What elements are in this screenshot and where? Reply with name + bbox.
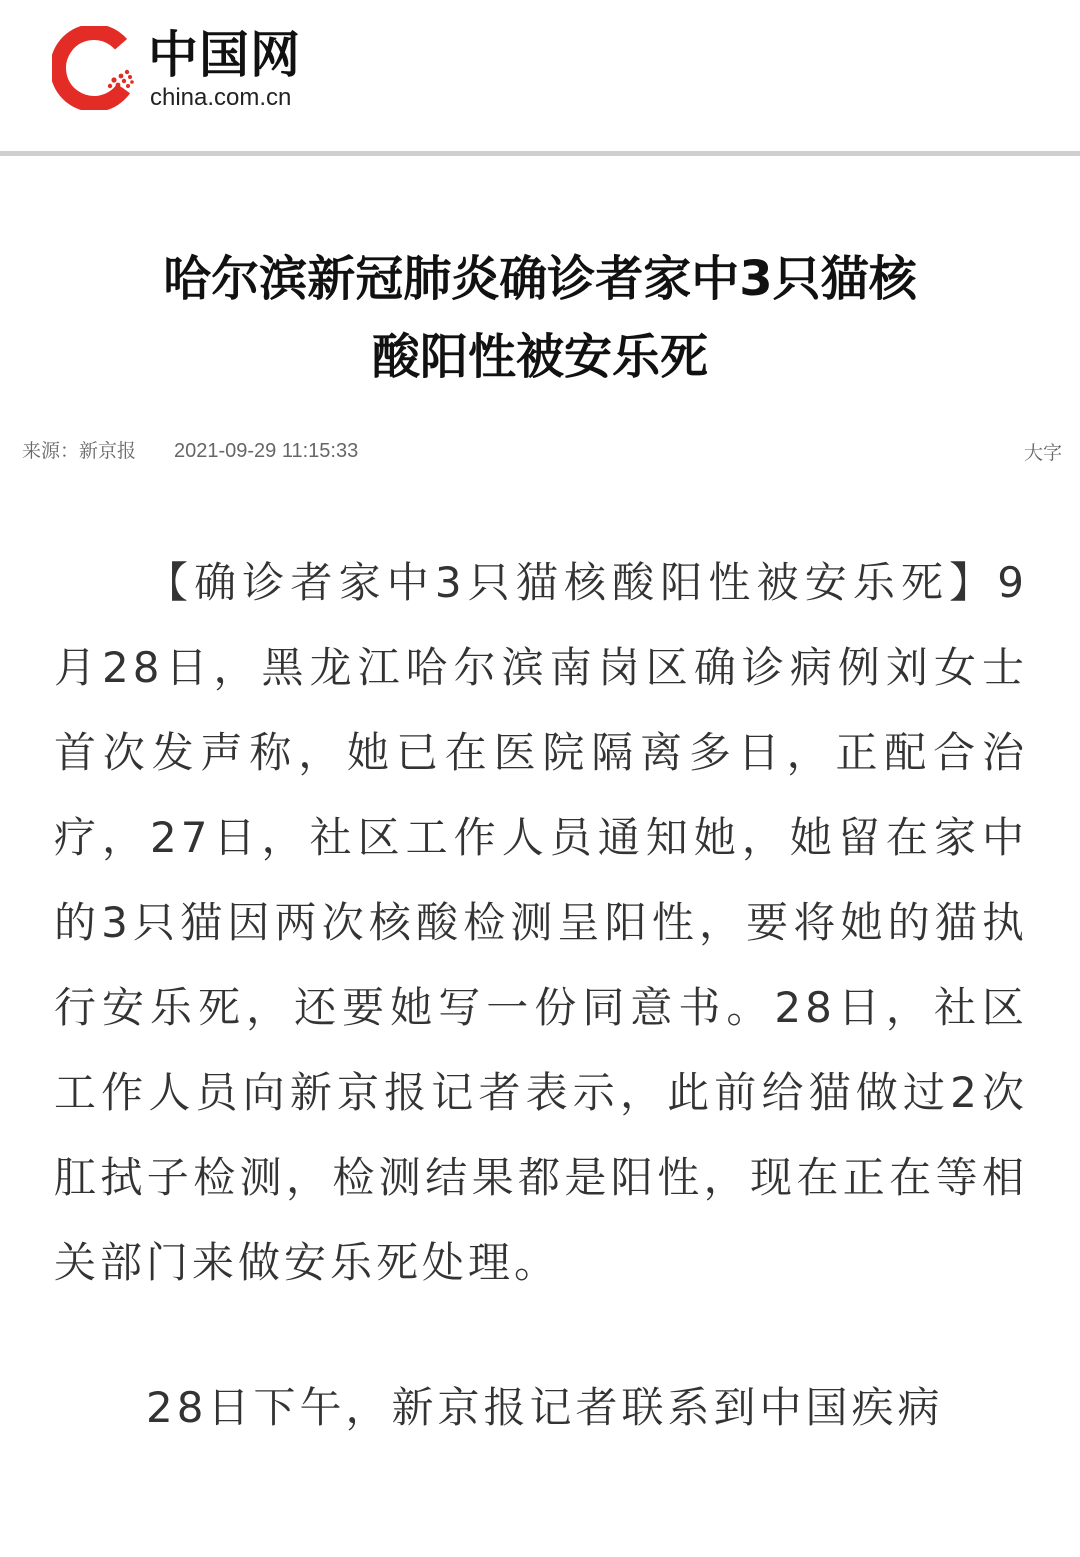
article-date: 2021-09-29 11:15:33 [174,440,359,462]
article-paragraph: 28日下午，新京报记者联系到中国疾病 [146,1383,944,1432]
site-header [0,0,1080,152]
article-title-line-1: 哈尔滨新冠肺炎确诊者家中3只猫核 [163,251,917,307]
china-net-logo-icon [52,26,136,110]
article-title-line-2: 酸阳性被安乐死 [371,329,708,385]
article-title [100,240,980,396]
article-paragraph: 【确诊者家中3只猫核酸阳性被安乐死】9月28日，黑龙江哈尔滨南岗区确诊病例刘女士首次发声称，她已在医院隔离多日，正配合治疗，27日，社区工作人员通知她，她留在家中的3只猫因两次核酸检测呈阳性，要将她的猫执行安乐死，还要她写一份同意书。28日，社区工作人员向新京报记者表示，此前给猫做过2次肛拭子检测，检测结果都是阳性，现在正在等相关部门来做安乐死处理。 [54,558,1028,1287]
article-meta [22,437,1062,467]
header-divider [0,151,1080,156]
logo-domain-text: china.com.cn [150,84,292,111]
logo-chinese-text: 中国网 [148,26,301,84]
article-body [54,540,1028,1450]
article-source: 来源：新京报 [22,440,137,462]
large-font-toggle[interactable]: 大字 [1023,442,1062,464]
site-logo[interactable] [52,26,322,116]
